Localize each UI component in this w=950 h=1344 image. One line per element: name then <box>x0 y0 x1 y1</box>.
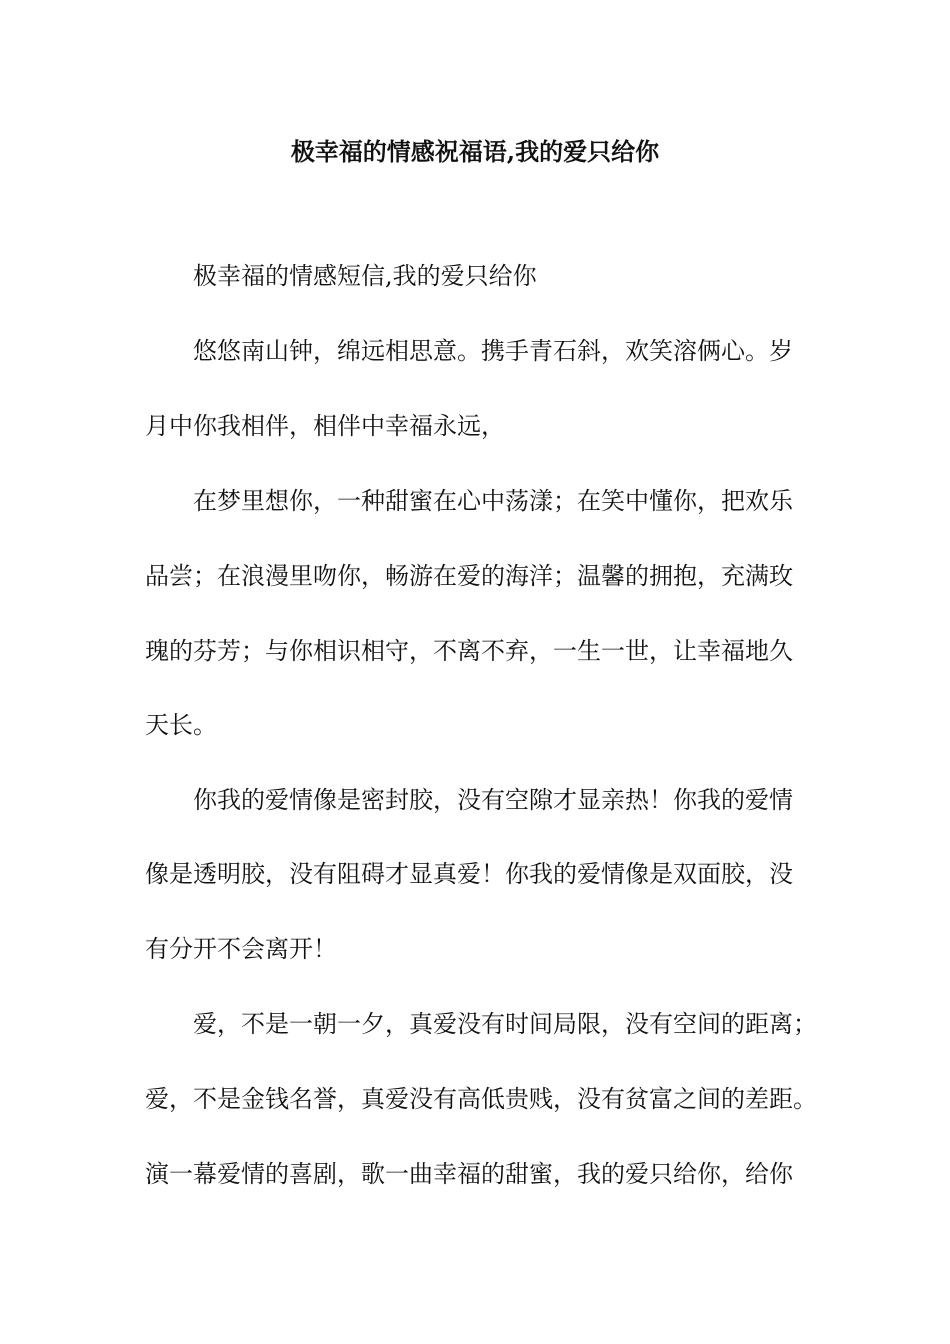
text-line: 悠悠南山钟，绵远相思意。携手青石斜，欢笑溶俩心。岁 <box>193 337 793 365</box>
document-title: 极幸福的情感祝福语,我的爱只给你 <box>290 137 660 166</box>
text-line: 爱，不是一朝一夕，真爱没有时间局限，没有空间的距离； <box>193 1010 817 1038</box>
text-line: 瑰的芬芳；与你相识相守，不离不弃，一生一世，让幸福地久 <box>145 637 793 665</box>
text-line: 有分开不会离开！ <box>145 935 337 963</box>
text-line: 在梦里想你，一种甜蜜在心中荡漾；在笑中懂你，把欢乐 <box>193 487 793 515</box>
text-line: 月中你我相伴，相伴中幸福永远， <box>145 412 505 440</box>
text-line: 你我的爱情像是密封胶，没有空隙才显亲热！你我的爱情 <box>193 786 793 814</box>
text-line: 天长。 <box>145 711 217 739</box>
text-line: 演一幕爱情的喜剧，歌一曲幸福的甜蜜，我的爱只给你，给你 <box>145 1160 793 1188</box>
text-line: 像是透明胶，没有阻碍才显真爱！你我的爱情像是双面胶，没 <box>145 860 793 888</box>
text-line: 极幸福的情感短信,我的爱只给你 <box>193 262 537 290</box>
text-line: 品尝；在浪漫里吻你，畅游在爱的海洋；温馨的拥抱，充满玫 <box>145 562 793 590</box>
text-line: 爱，不是金钱名誉，真爱没有高低贵贱，没有贫富之间的差距。 <box>145 1085 817 1113</box>
